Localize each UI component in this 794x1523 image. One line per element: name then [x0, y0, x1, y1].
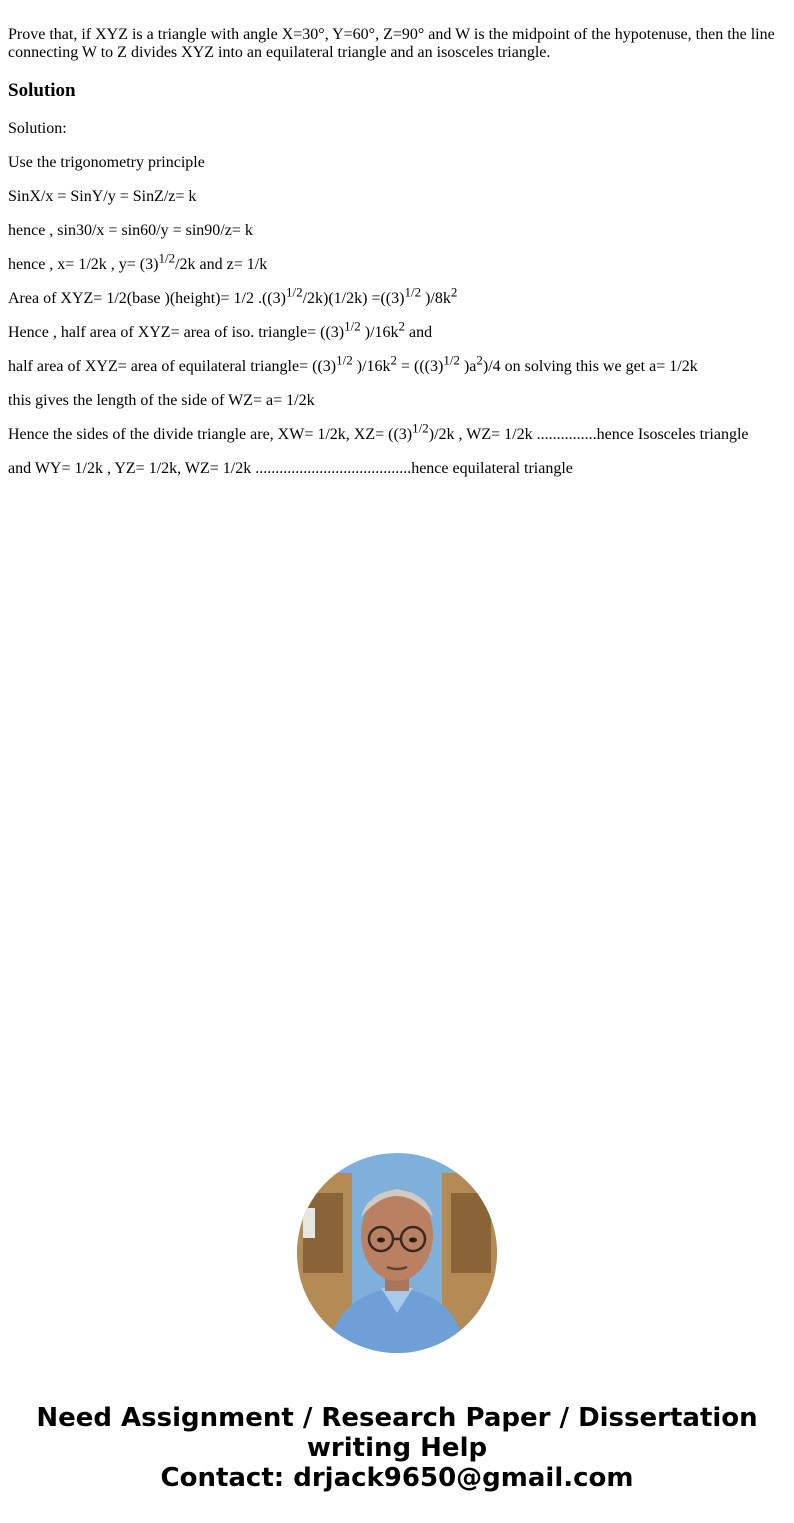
document-content: [8, 26, 786, 494]
superscript: 1/2: [404, 284, 422, 300]
text-segment: /2k and z= 1/k: [175, 256, 268, 273]
promo-contact: Contact: drjack9650@gmail.com: [160, 1463, 634, 1493]
solution-line: [8, 352, 786, 376]
text-segment: and WY= 1/2k , YZ= 1/2k, WZ= 1/2k .......................................hence equilateral triangle: [8, 460, 573, 477]
promo-line-1: Need Assignment / Research Paper / Dissertation: [36, 1403, 758, 1433]
solution-line: [8, 154, 786, 172]
text-segment: /2k)(1/2k) =((3): [302, 290, 405, 307]
superscript: 1/2: [158, 250, 176, 266]
solution-line: [8, 120, 786, 138]
text-segment: )/4 on solving this we get a= 1/2k: [482, 358, 698, 375]
superscript: 2: [450, 284, 458, 300]
superscript: 1/2: [412, 420, 429, 436]
question-text: Prove that, if XYZ is a triangle with angle X=30°, Y=60°, Z=90° and W is the midpoint of the hypotenuse, then the line connecting W to Z divides XYZ into an equilateral triangle and an isosceles triangle.: [8, 26, 775, 61]
text-segment: Use the trigonometry principle: [8, 154, 205, 171]
superscript: 2: [390, 352, 397, 368]
solution-line: [8, 250, 786, 274]
text-segment: = (((3): [397, 358, 444, 375]
solution-body: [8, 120, 786, 478]
text-segment: )/16k: [352, 358, 391, 375]
text-segment: )a: [459, 358, 477, 375]
solution-heading: Solution: [8, 80, 76, 101]
superscript: 1/2: [443, 352, 460, 368]
text-segment: hence , sin30/x = sin60/y = sin90/z= k: [8, 222, 253, 239]
text-segment: Hence the sides of the divide triangle are, XW= 1/2k, XZ= ((3): [8, 426, 413, 443]
superscript: 2: [398, 318, 406, 334]
text-segment: this gives the length of the side of WZ= a= 1/2k: [8, 392, 315, 409]
promo-line-2: writing Help: [306, 1433, 488, 1463]
superscript: 1/2: [344, 318, 361, 334]
solution-line: [8, 222, 786, 240]
solution-line: [8, 188, 786, 206]
promo-banner: [0, 1403, 794, 1493]
text-segment: Area of XYZ= 1/2(base )(height)= 1/2 .((3): [8, 290, 286, 307]
superscript: 2: [476, 352, 483, 368]
superscript: 1/2: [336, 352, 353, 368]
author-photo: [297, 1153, 497, 1353]
solution-line: [8, 392, 786, 410]
text-segment: Hence , half area of XYZ= area of iso. triangle= ((3): [8, 324, 345, 341]
superscript: 1/2: [285, 284, 303, 300]
solution-line: [8, 284, 786, 308]
text-segment: hence , x= 1/2k , y= (3): [8, 256, 159, 273]
solution-line: [8, 460, 786, 478]
text-segment: half area of XYZ= area of equilateral triangle= ((3): [8, 358, 337, 375]
text-segment: )/8k: [421, 290, 451, 307]
text-segment: Solution:: [8, 120, 67, 137]
text-segment: and: [405, 324, 433, 341]
solution-line: [8, 318, 786, 342]
solution-line: [8, 420, 786, 444]
text-segment: )/2k , WZ= 1/2k ...............hence Isosceles triangle: [428, 426, 749, 443]
text-segment: )/16k: [360, 324, 399, 341]
text-segment: SinX/x = SinY/y = SinZ/z= k: [8, 188, 197, 205]
